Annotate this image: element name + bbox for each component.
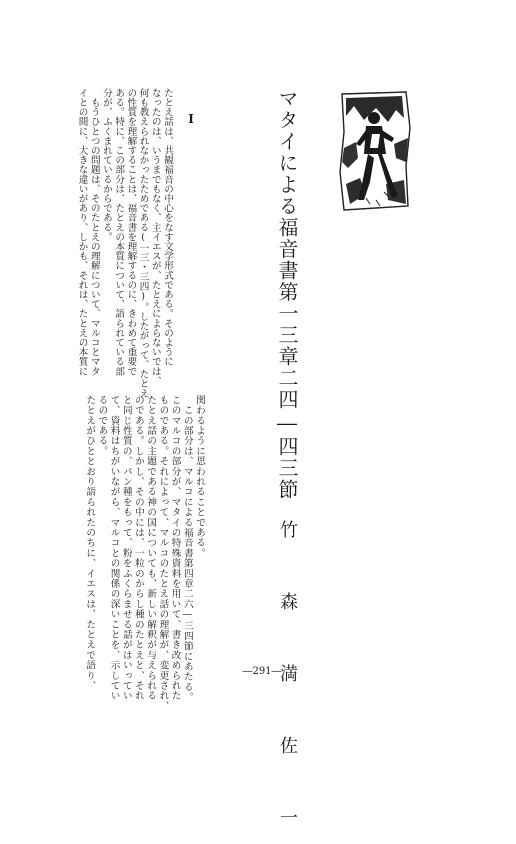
article-title: マタイによる福音書第一三章二四―四三節	[275, 88, 299, 501]
body-text-lower: 関わるように思われることである。 この部分は、マルコによる福音書第四章二六―三四節にあたる。 このマルコの部分が、マタイの特殊資料を用いて、書き改められた ものである。それによって、マルコのたとえ話の理解が、変更され、 たとえ話の主題である神の国についても、新しい解釈が与えられる のである。しかし、その中には、一粒のからし種のたとえと、それ と同じ性質の、パン種をもって、粉をふくらませる話がはいってい て、資料はちがいながら、マルコとの関係の深いことを、示してい るのである。 たとえがひととおり語られたのちに、イエスは、たとえで語り、	[84, 395, 205, 712]
body-text-upper: たとえ話は、共観福音の中心をなす文学形式である。そのように なったのは、いうまでもなく、主イエスが、たとえによらないでは、 何も教えられなかったためである(一三・三四)。したがって、たとえ の性質を理解することは、福音書を理解するのに、きわめて重要で ある。特に、この部分は、たとえの本質について、語られている部 分が、ふくまれているからである。 もうひとつの問題は、そのたとえの理解について、マルコとマタ イとの間に、大きな違いがあり、しかも、それは、たとえの本質に	[76, 88, 173, 398]
section-number: I	[184, 112, 198, 126]
page-number: ―291―	[242, 666, 282, 677]
author-name: 竹 森 満 佐 一	[277, 520, 298, 844]
woodcut-illustration	[336, 88, 412, 214]
